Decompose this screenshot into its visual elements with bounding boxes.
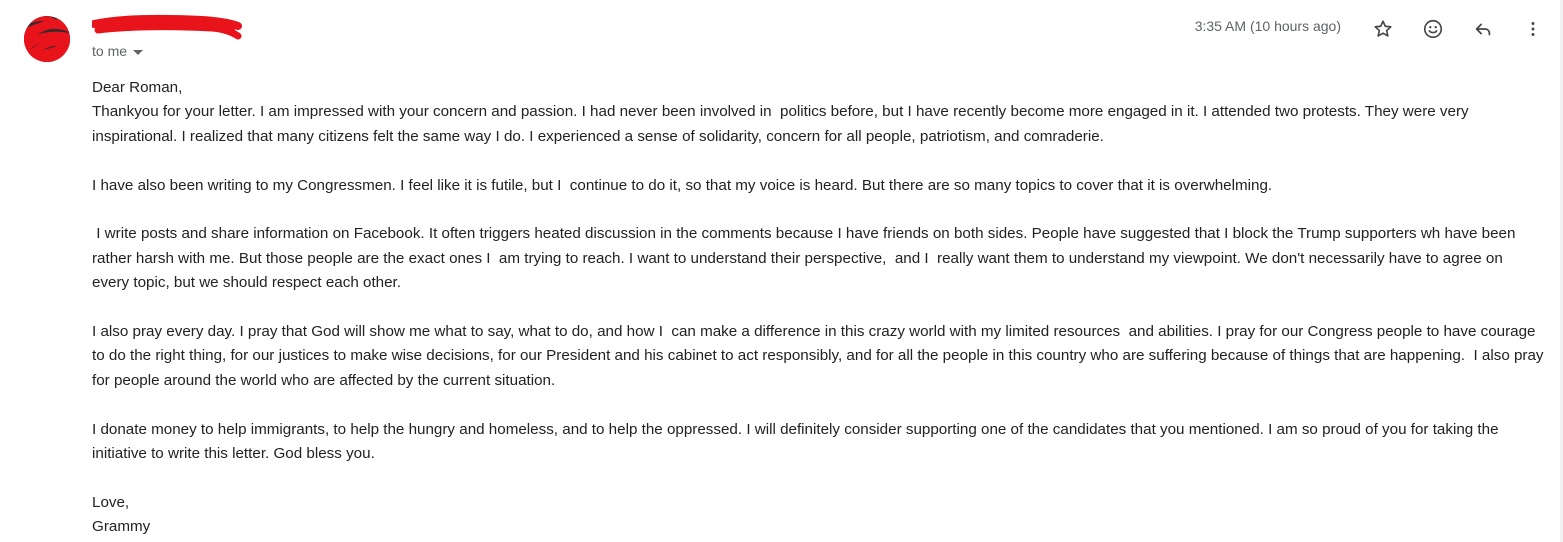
- sender-avatar[interactable]: [24, 16, 70, 62]
- chevron-down-icon: [133, 50, 143, 55]
- more-options-button[interactable]: [1513, 12, 1553, 46]
- paragraph: I write posts and share information on Facebook. It often triggers heated discussion in the comments because I have friends on both sides. People have suggested that I block the Trump supporters wh have been rather harsh with me. But those people are the exact ones I am trying to reach. I want to understand their perspective, and I really want them to understand my viewpoint. We don't necessarily have to agree on every topic, but we should respect each other.: [92, 225, 1520, 292]
- reply-icon: [1472, 18, 1494, 40]
- recipient-details-toggle[interactable]: [92, 43, 143, 59]
- redacted-sender-name: [92, 14, 242, 44]
- recipient-label: to me: [92, 43, 128, 59]
- emoji-icon: [1422, 18, 1444, 40]
- more-vert-icon: [1522, 18, 1544, 40]
- reply-button[interactable]: [1463, 12, 1503, 46]
- paragraph: I have also been writing to my Congressmen. I feel like it is futile, but I continue to do it, so that my voice is heard. But there are so many topics to cover that it is overwhelming.: [92, 176, 1273, 194]
- closing: Love,: [92, 493, 130, 511]
- paragraph: Thankyou for your letter. I am impressed with your concern and passion. I had never been involved in politics before, but I have recently become more engaged in it. I attended two protests. They were very inspirational. I realized that many citizens felt the same way I do. I experienced a sense of solidarity, concern for all people, patriotism, and comraderie.: [92, 103, 1473, 145]
- paragraph: I donate money to help immigrants, to help the hungry and homeless, and to help the oppressed. I will definitely consider supporting one of the candidates that you mentioned. I am so proud of you for taking the initiative to write this letter. God bless you.: [92, 420, 1503, 463]
- message-timestamp: 3:35 AM (10 hours ago): [1194, 18, 1341, 34]
- message-body: [92, 76, 1548, 540]
- redaction-scribble: [24, 16, 70, 62]
- greeting: Dear Roman,: [92, 79, 183, 96]
- message-actions: [1353, 12, 1553, 46]
- star-button[interactable]: [1363, 12, 1403, 46]
- paragraph: I also pray every day. I pray that God will show me what to say, what to do, and how I can make a difference in this crazy world with my limited resources and abilities. I pray for our Congress people to have courage to do the right thing, for our justices to make wise decisions, for our President and his cabinet to act responsibly, and for all the people in this country who are suffering because of things that are happening. I also pray for people around the world who are affected by the current situation.: [92, 323, 1548, 389]
- add-reaction-button[interactable]: [1413, 12, 1453, 46]
- signature: Grammy: [92, 518, 151, 536]
- star-icon: [1372, 18, 1394, 40]
